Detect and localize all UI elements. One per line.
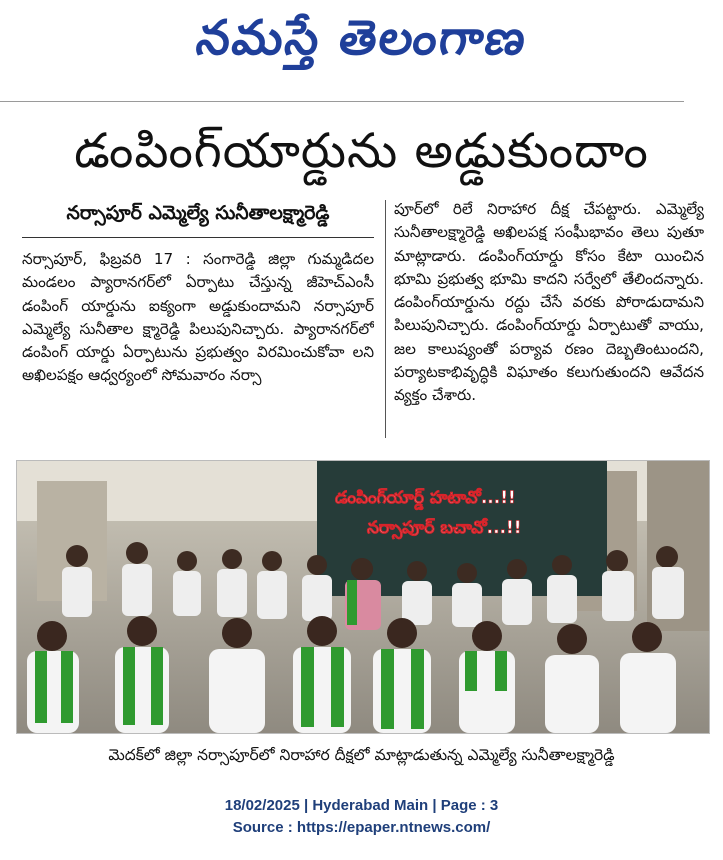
banner-slogan-1: డంపింగ్‌యార్డ్ హటావో...!! [335,488,516,508]
article-column-left [22,200,374,440]
column-divider [385,200,386,438]
article-headline: డంపింగ్‌యార్డును అడ్డుకుందాం [74,123,649,179]
article-column-right [394,198,704,446]
protest-photo-illustration [17,461,709,733]
newspaper-logo: నమస్తే తెలంగాణ [193,10,532,66]
article-body-right: పూర్‌లో రిలే నిరాహార దీక్ష చేపట్టారు. ఎమ్మెల్యే సునీతాలక్ష్మారెడ్డి అఖిలపక్ష సంఘీభావం తెలు పుతూ మాట్లాడారు. డంపింగ్‌యార్డు కోసం కేటా యించిన భూమి ప్రభుత్వ భూమి కాదని సర్వేలో తేలిందన్నారు. డంపింగ్‌యార్డును రద్దు చేసే వరకు పోరాడుదామని పిలుపునిచ్చారు. డంపింగ్‌యార్డు ఏర్పాటుతో వాయు, జల కాలుష్యంతో పర్యావ రణం దెబ్బతింటుందని, పర్యాటకాభివృద్ధికి విఘాతం కలుగుతుందని ఆవేదన వ్యక్తం చేశారు. [394,200,704,405]
banner-slogan-2: నర్సాపూర్ బచావో...!! [367,518,522,538]
article-byline: నర్సాపూర్ ఎమ్మెల్యే సునీతాలక్ష్మారెడ్డి [22,200,374,238]
article-photo [16,460,710,734]
edition-info: 18/02/2025 | Hyderabad Main | Page : 3 [224,797,499,814]
masthead [0,0,723,88]
article-body-left: నర్సాపూర్, ఫిబ్రవరి 17 : సంగారెడ్డి జిల్లా గుమ్మడిదల మండలం ప్యారానగర్‌లో ఏర్పాటు చేస్తున్న జీహెచ్ఎంసీ డంపింగ్ యార్డును ఐక్యంగా అడ్డుకుందామని నర్సాపూర్ ఎమ్మెల్యే సునీతాల క్ష్మారెడ్డి పిలుపునిచ్చారు. ప్యారానగర్‌లో డంపింగ్ యార్డు ఏర్పాటును ప్రభుత్వం విరమించుకోవా లని అఖిలపక్షం ఆధ్వర్యంలో సోమవారం నర్సా [22,250,374,385]
masthead-divider [0,101,684,102]
source-link[interactable]: Source : https://epaper.ntnews.com/ [232,819,491,836]
photo-caption: మెదక్‌లో జిల్లా నర్సాపూర్‌లో నిరాహార దీక్షలో మాట్లాడుతున్న ఎమ్మెల్యే సునీతాలక్ష్మారెడ్డి [108,746,615,764]
